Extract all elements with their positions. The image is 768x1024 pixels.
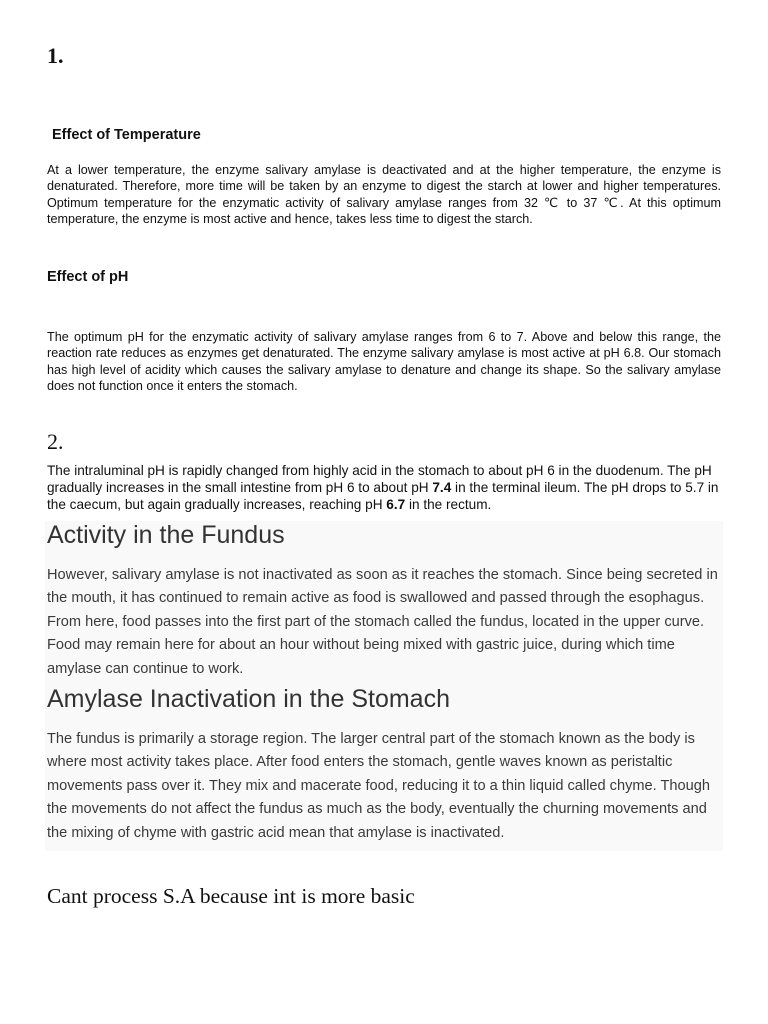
temperature-paragraph: At a lower temperature, the enzyme salivary amylase is deactivated and at the higher temperature, the enzyme is denaturated. Therefore, more time will be taken by an enzyme to digest the starch at lower and higher temperatures. Optimum temperature for the enzymatic activity of salivary amylase ranges from 32 ℃ to 37 ℃. At this optimum temperature, the enzyme is most active and hence, takes less time to digest the starch.: [47, 163, 721, 227]
intraluminal-text-2: in the terminal ileum. The pH drops to 5.7 in the caecum, but again gradually increases, reaching pH: [47, 479, 719, 512]
inactivation-paragraph: The fundus is primarily a storage region. The larger central part of the stomach known as the body is where most activity takes place. After food enters the stomach, gentle waves known as peristaltic movements pass over it. They mix and macerate food, reducing it to a thin liquid called chyme. Though the movements do not affect the fundus as much as the body, eventually the churning movements and the mixing of chyme with gastric acid mean that amylase is inactivated.: [47, 731, 711, 841]
rectum-ph-value: 6.7: [386, 496, 406, 512]
inactivation-heading: Amylase Inactivation in the Stomach: [47, 685, 450, 713]
temperature-heading: Effect of Temperature: [52, 127, 201, 143]
fundus-heading: Activity in the Fundus: [47, 521, 285, 549]
ph-heading: Effect of pH: [47, 269, 129, 285]
section-number-2: 2.: [47, 429, 64, 454]
ph-paragraph: The optimum pH for the enzymatic activity of salivary amylase ranges from 6 to 7. Above and below this range, the reaction rate reduces as enzymes get denaturated. The enzyme salivary amylase is most active at pH 6.8. Our stomach has high level of acidity which causes the salivary amylase to denature and change its shape. So the salivary amylase does not function once it enters the stomach.: [47, 330, 721, 394]
ileum-ph-value: 7.4: [432, 479, 452, 495]
closing-note: Cant process S.A because int is more basic: [47, 884, 415, 908]
intraluminal-ph-paragraph: [47, 463, 727, 513]
fundus-paragraph: However, salivary amylase is not inactivated as soon as it reaches the stomach. Since being secreted in the mouth, it has continued to remain active as food is swallowed and passed through the esophagus. From here, food passes into the first part of the stomach called the fundus, located in the upper curve. Food may remain here for about an hour without being mixed with gastric juice, during which time amylase can continue to work.: [47, 567, 718, 677]
intraluminal-text-3: in the rectum.: [405, 496, 492, 512]
intraluminal-text-1: The intraluminal pH is rapidly changed from highly acid in the stomach to about pH 6 in the duodenum. The pH gradually increases in the small intestine from pH 6 to about pH: [47, 463, 712, 495]
section-number-1: 1.: [47, 43, 64, 68]
